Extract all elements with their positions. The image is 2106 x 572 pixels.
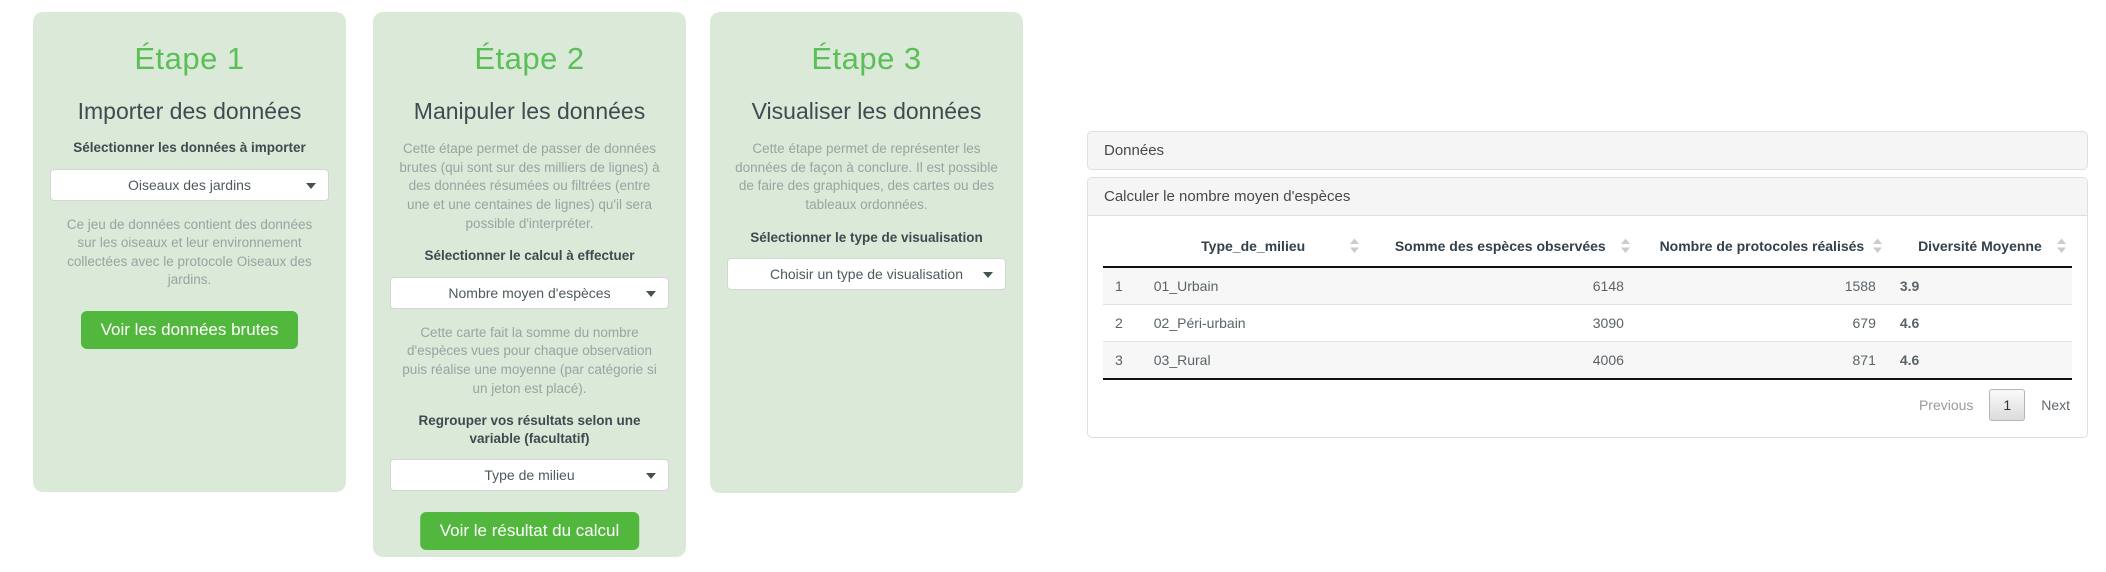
result-panel-header-label: Calculer le nombre moyen d'espèces (1104, 188, 1351, 205)
step1-subtitle: Importer des données (77, 98, 302, 124)
step3-panel (710, 12, 1023, 493)
step3-description: Cette étape permet de représenter les données de façon à conclure. Il est possible de faire des graphiques, des cartes ou des tableaux ordonnées. (735, 141, 998, 212)
cell-type-de-milieu: 01_Urbain (1153, 278, 1219, 294)
result-panel-header[interactable] (1088, 178, 2087, 216)
column-header-nombre-protocoles[interactable] (1636, 226, 1888, 267)
table-row[interactable] (1103, 342, 2072, 380)
donnees-accordion-header[interactable] (1087, 131, 2088, 170)
step2-subtitle: Manipuler les données (413, 98, 646, 124)
column-header-type-de-milieu[interactable] (1142, 226, 1365, 267)
pagination-page-1[interactable]: 1 (1989, 389, 2025, 421)
step3-subtitle: Visualiser les données (751, 98, 982, 124)
pagination (1103, 389, 2072, 421)
step3-title: Étape 3 (811, 41, 922, 76)
step2-calculation-label: Sélectionner le calcul à effectuer (424, 248, 635, 264)
step2-panel (373, 12, 686, 557)
cell-type-de-milieu: 02_Péri-urbain (1153, 315, 1246, 331)
groupby-select[interactable] (390, 459, 669, 491)
column-header-label: Type_de_milieu (1201, 238, 1306, 254)
step1-dataset-label: Sélectionner les données à importer (73, 140, 306, 155)
calculation-select-value: Nombre moyen d'espèces (448, 284, 611, 301)
cell-somme-especes: 4006 (1592, 352, 1624, 368)
cell-nombre-protocoles: 679 (1852, 315, 1876, 331)
column-header-somme-especes[interactable] (1365, 226, 1636, 267)
visualisation-select-value: Choisir un type de visualisation (770, 266, 963, 283)
step2-title: Étape 2 (474, 41, 585, 76)
table-row[interactable] (1103, 267, 2072, 305)
visualisation-select[interactable] (727, 258, 1006, 290)
step1-title: Étape 1 (134, 41, 245, 76)
dataset-select-value: Oiseaux des jardins (128, 176, 251, 193)
result-panel-body (1088, 216, 2087, 421)
table-row[interactable] (1103, 305, 2072, 342)
cell-nombre-protocoles: 871 (1852, 352, 1876, 368)
caret-down-icon (646, 291, 656, 297)
caret-down-icon (646, 473, 656, 479)
column-header-diversite-moyenne[interactable] (1888, 226, 2072, 267)
groupby-select-value: Type de milieu (484, 467, 575, 484)
step1-panel (33, 12, 346, 492)
cell-diversite-moyenne: 4.6 (1899, 315, 1920, 331)
row-number: 2 (1115, 315, 1123, 331)
step2-groupby-label: Regrouper vos résultats selon une variable (facultatif) (418, 413, 641, 446)
step1-description: Ce jeu de données contient des données sur les oiseaux et leur environnement collectées avec le protocole Oiseaux des jardins. (66, 216, 313, 288)
cell-nombre-protocoles: 1588 (1844, 278, 1876, 294)
sort-icon[interactable] (1621, 239, 1630, 254)
caret-down-icon (306, 183, 316, 189)
cell-somme-especes: 6148 (1592, 278, 1624, 294)
step2-description: Cette étape permet de passer de données brutes (qui sont sur des milliers de lignes) à des données résumées ou filtrées (entre une et une centaines de lignes) qu'il sera possible d'interpréter. (399, 141, 660, 231)
cell-diversite-moyenne: 3.9 (1899, 278, 1920, 294)
cell-diversite-moyenne: 4.6 (1899, 352, 1920, 368)
results-table (1103, 226, 2072, 380)
view-raw-data-button[interactable]: Voir les données brutes (81, 311, 299, 349)
table-header-row (1103, 226, 2072, 267)
cell-somme-especes: 3090 (1592, 315, 1624, 331)
pagination-next[interactable]: Next (2041, 397, 2070, 413)
sort-icon[interactable] (1350, 239, 1359, 254)
pagination-previous[interactable]: Previous (1918, 397, 1974, 413)
rownum-column-header (1103, 226, 1142, 267)
cell-type-de-milieu: 03_Rural (1153, 352, 1211, 368)
step3-visualisation-label: Sélectionner le type de visualisation (750, 229, 983, 245)
result-panel (1087, 177, 2088, 438)
sort-icon[interactable] (2057, 239, 2066, 254)
donnees-accordion-label: Données (1104, 142, 1165, 159)
row-number: 1 (1115, 278, 1123, 294)
column-header-label: Diversité Moyenne (1918, 238, 2042, 254)
column-header-label: Somme des espèces observées (1394, 238, 1606, 254)
calculation-select[interactable] (390, 277, 669, 309)
caret-down-icon (983, 272, 993, 278)
column-header-label: Nombre de protocoles réalisés (1659, 238, 1865, 254)
row-number: 3 (1115, 352, 1123, 368)
step2-calculation-description: Cette carte fait la somme du nombre d'espèces vues pour chaque observation puis réalise une moyenne (par catégorie si un jeton est placé). (402, 324, 657, 396)
dataset-select[interactable] (50, 169, 329, 201)
sort-icon[interactable] (1873, 239, 1882, 254)
view-calculation-result-button[interactable]: Voir le résultat du calcul (420, 512, 640, 550)
